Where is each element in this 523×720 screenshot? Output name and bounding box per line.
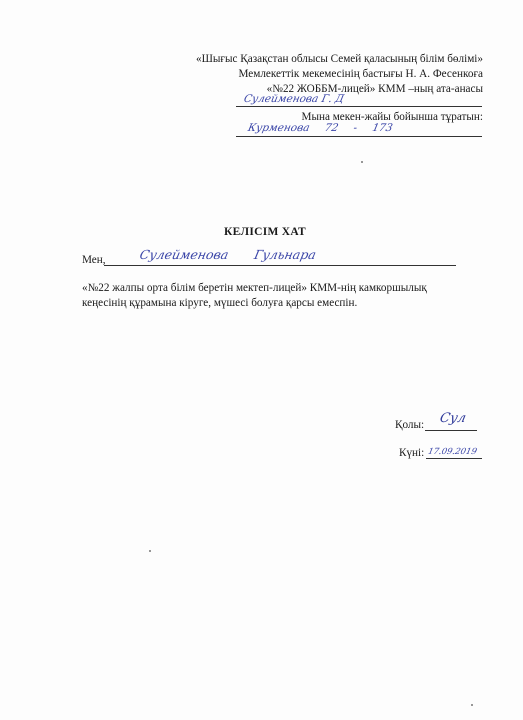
header-line-2: Мемлекеттік мекемесінің бастығы Н. А. Фесенкоға	[238, 68, 483, 80]
paragraph-line-2: кеңесінің құрамына кіруге, мүшесі болуға қарсы емеспін.	[82, 297, 358, 309]
scan-speck	[149, 550, 151, 552]
parent-name-handwritten: Сулейменова Г. Д	[242, 93, 346, 105]
scan-speck	[361, 161, 363, 163]
parent-name-underline	[236, 106, 482, 107]
address-handwritten: Курменова 72 - 173	[246, 122, 394, 134]
signature-handwritten: Сул	[438, 411, 468, 426]
document-title: КЕЛІСІМ ХАТ	[224, 226, 306, 238]
signature-label: Қолы:	[395, 419, 425, 431]
paragraph-line-1: «№22 жалпы орта білім беретін мектеп-лицей» КММ-нің камкоршылық	[82, 282, 427, 294]
scan-speck	[471, 704, 473, 706]
signature-underline	[425, 430, 477, 431]
address-underline	[236, 136, 482, 137]
header-line-3: «№22 ЖОББМ-лицей» КММ –ның ата-анасы	[266, 83, 483, 95]
header-line-1: «Шығыс Қазақстан облысы Семей қаласының білім бөлімі»	[196, 53, 483, 65]
men-name-handwritten: Сулейменова Гульнара	[138, 247, 318, 262]
men-label: Мен,	[82, 254, 106, 266]
date-handwritten: 17.09.2019	[426, 447, 478, 457]
address-label: Мына мекен-жайы бойынша тұратын:	[301, 111, 483, 123]
date-underline	[426, 458, 482, 459]
men-name-underline	[104, 265, 456, 266]
date-label: Күні:	[399, 447, 425, 459]
